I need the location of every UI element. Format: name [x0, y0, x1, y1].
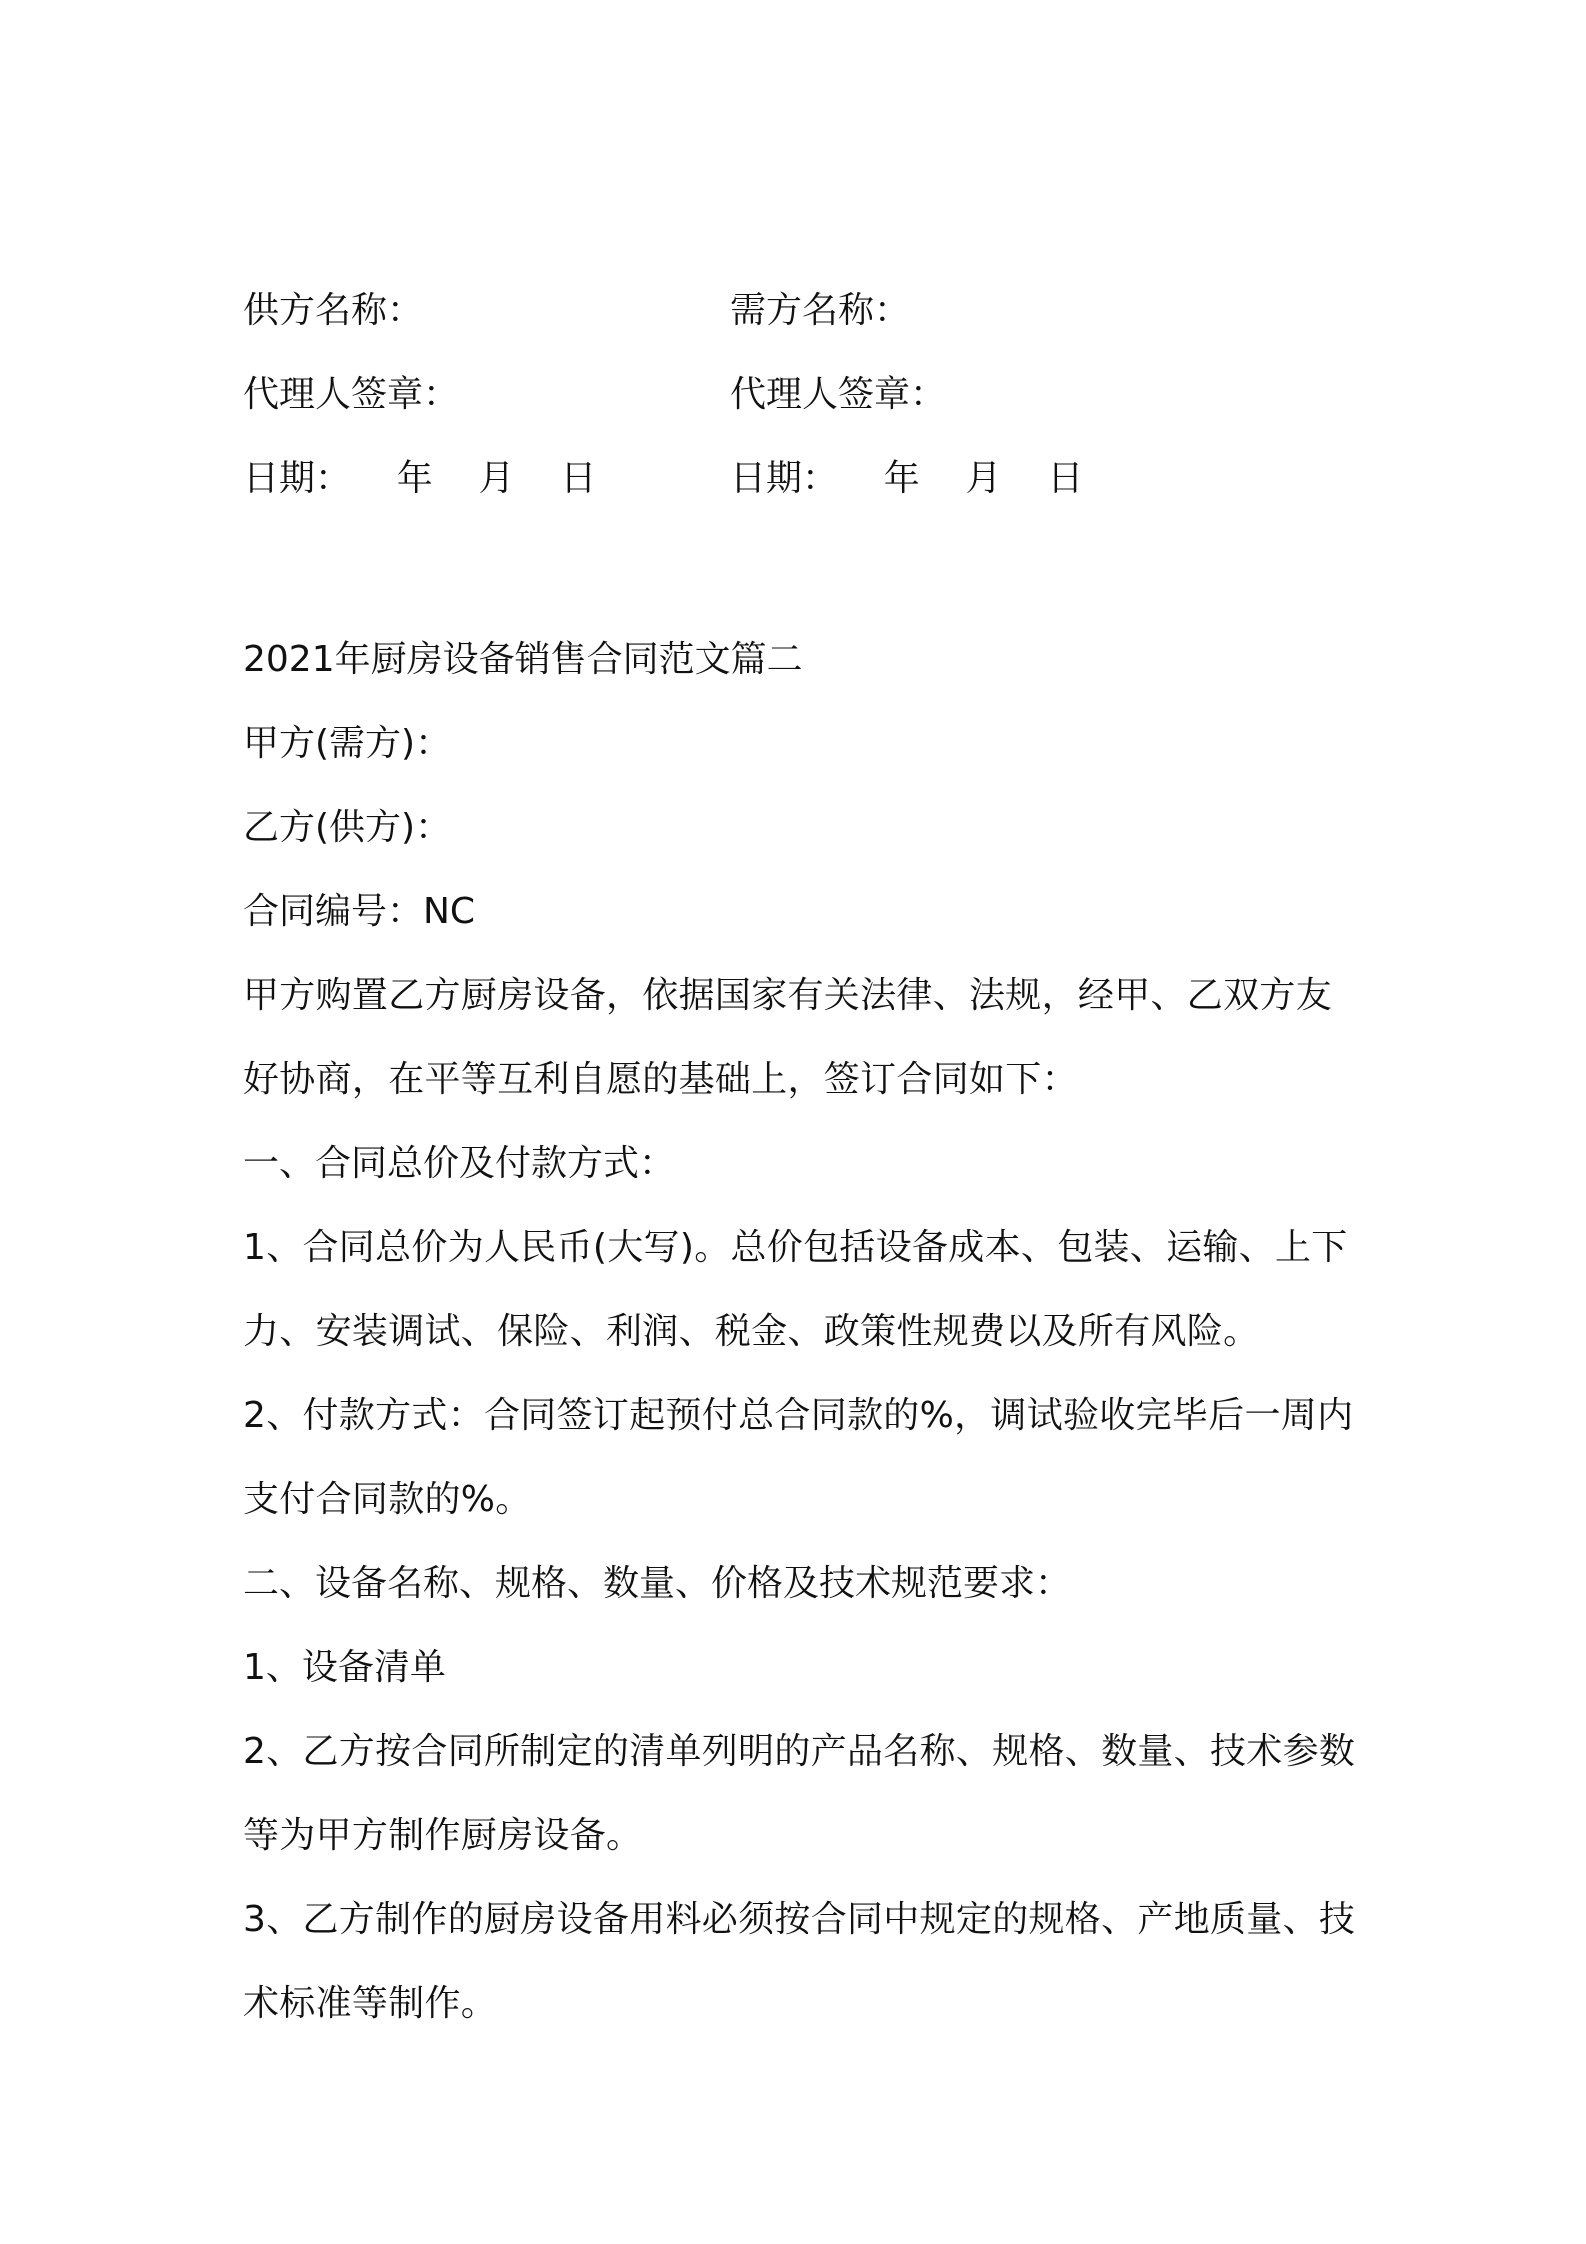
section-2-item-2: 2、乙方按合同所制定的清单列明的产品名称、规格、数量、技术参数等为甲方制作厨房设备。 — [243, 1731, 1356, 1856]
buyer-date-label: 日期： 年 月 日 — [730, 458, 1084, 499]
signature-row-name — [243, 286, 1353, 370]
supplier-agent-seal-label: 代理人签章： — [243, 374, 460, 415]
contract-number: 合同编号：NC — [243, 891, 476, 932]
party-a-label: 甲方(需方)： — [243, 723, 452, 764]
section-1-heading: 一、合同总价及付款方式： — [243, 1143, 676, 1184]
contract-body — [243, 618, 1358, 2046]
signature-row-date — [243, 454, 1353, 538]
signature-row-seal — [243, 370, 1353, 454]
contract-title: 2021年厨房设备销售合同范文篇二 — [243, 639, 803, 680]
party-b-label: 乙方(供方)： — [243, 807, 452, 848]
buyer-name-label: 需方名称： — [730, 290, 911, 331]
signature-block — [243, 286, 1353, 538]
buyer-agent-seal-label: 代理人签章： — [730, 374, 947, 415]
section-2-item-1: 1、设备清单 — [243, 1647, 446, 1688]
contract-intro: 甲方购置乙方厨房设备，依据国家有关法律、法规，经甲、乙双方友好协商，在平等互利自愿的基础上，签订合同如下： — [243, 975, 1333, 1100]
section-1-item-2: 2、付款方式：合同签订起预付总合同款的%，调试验收完毕后一周内支付合同款的%。 — [243, 1395, 1354, 1520]
section-2-heading: 二、设备名称、规格、数量、价格及技术规范要求： — [243, 1563, 1072, 1604]
supplier-date-label: 日期： 年 月 日 — [243, 458, 597, 499]
section-2-item-3: 3、乙方制作的厨房设备用料必须按合同中规定的规格、产地质量、技术标准等制作。 — [243, 1899, 1356, 2024]
supplier-name-label: 供方名称： — [243, 290, 424, 331]
section-1-item-1: 1、合同总价为人民币(大写)。总价包括设备成本、包装、运输、上下力、安装调试、保险、利润、税金、政策性规费以及所有风险。 — [243, 1227, 1348, 1352]
